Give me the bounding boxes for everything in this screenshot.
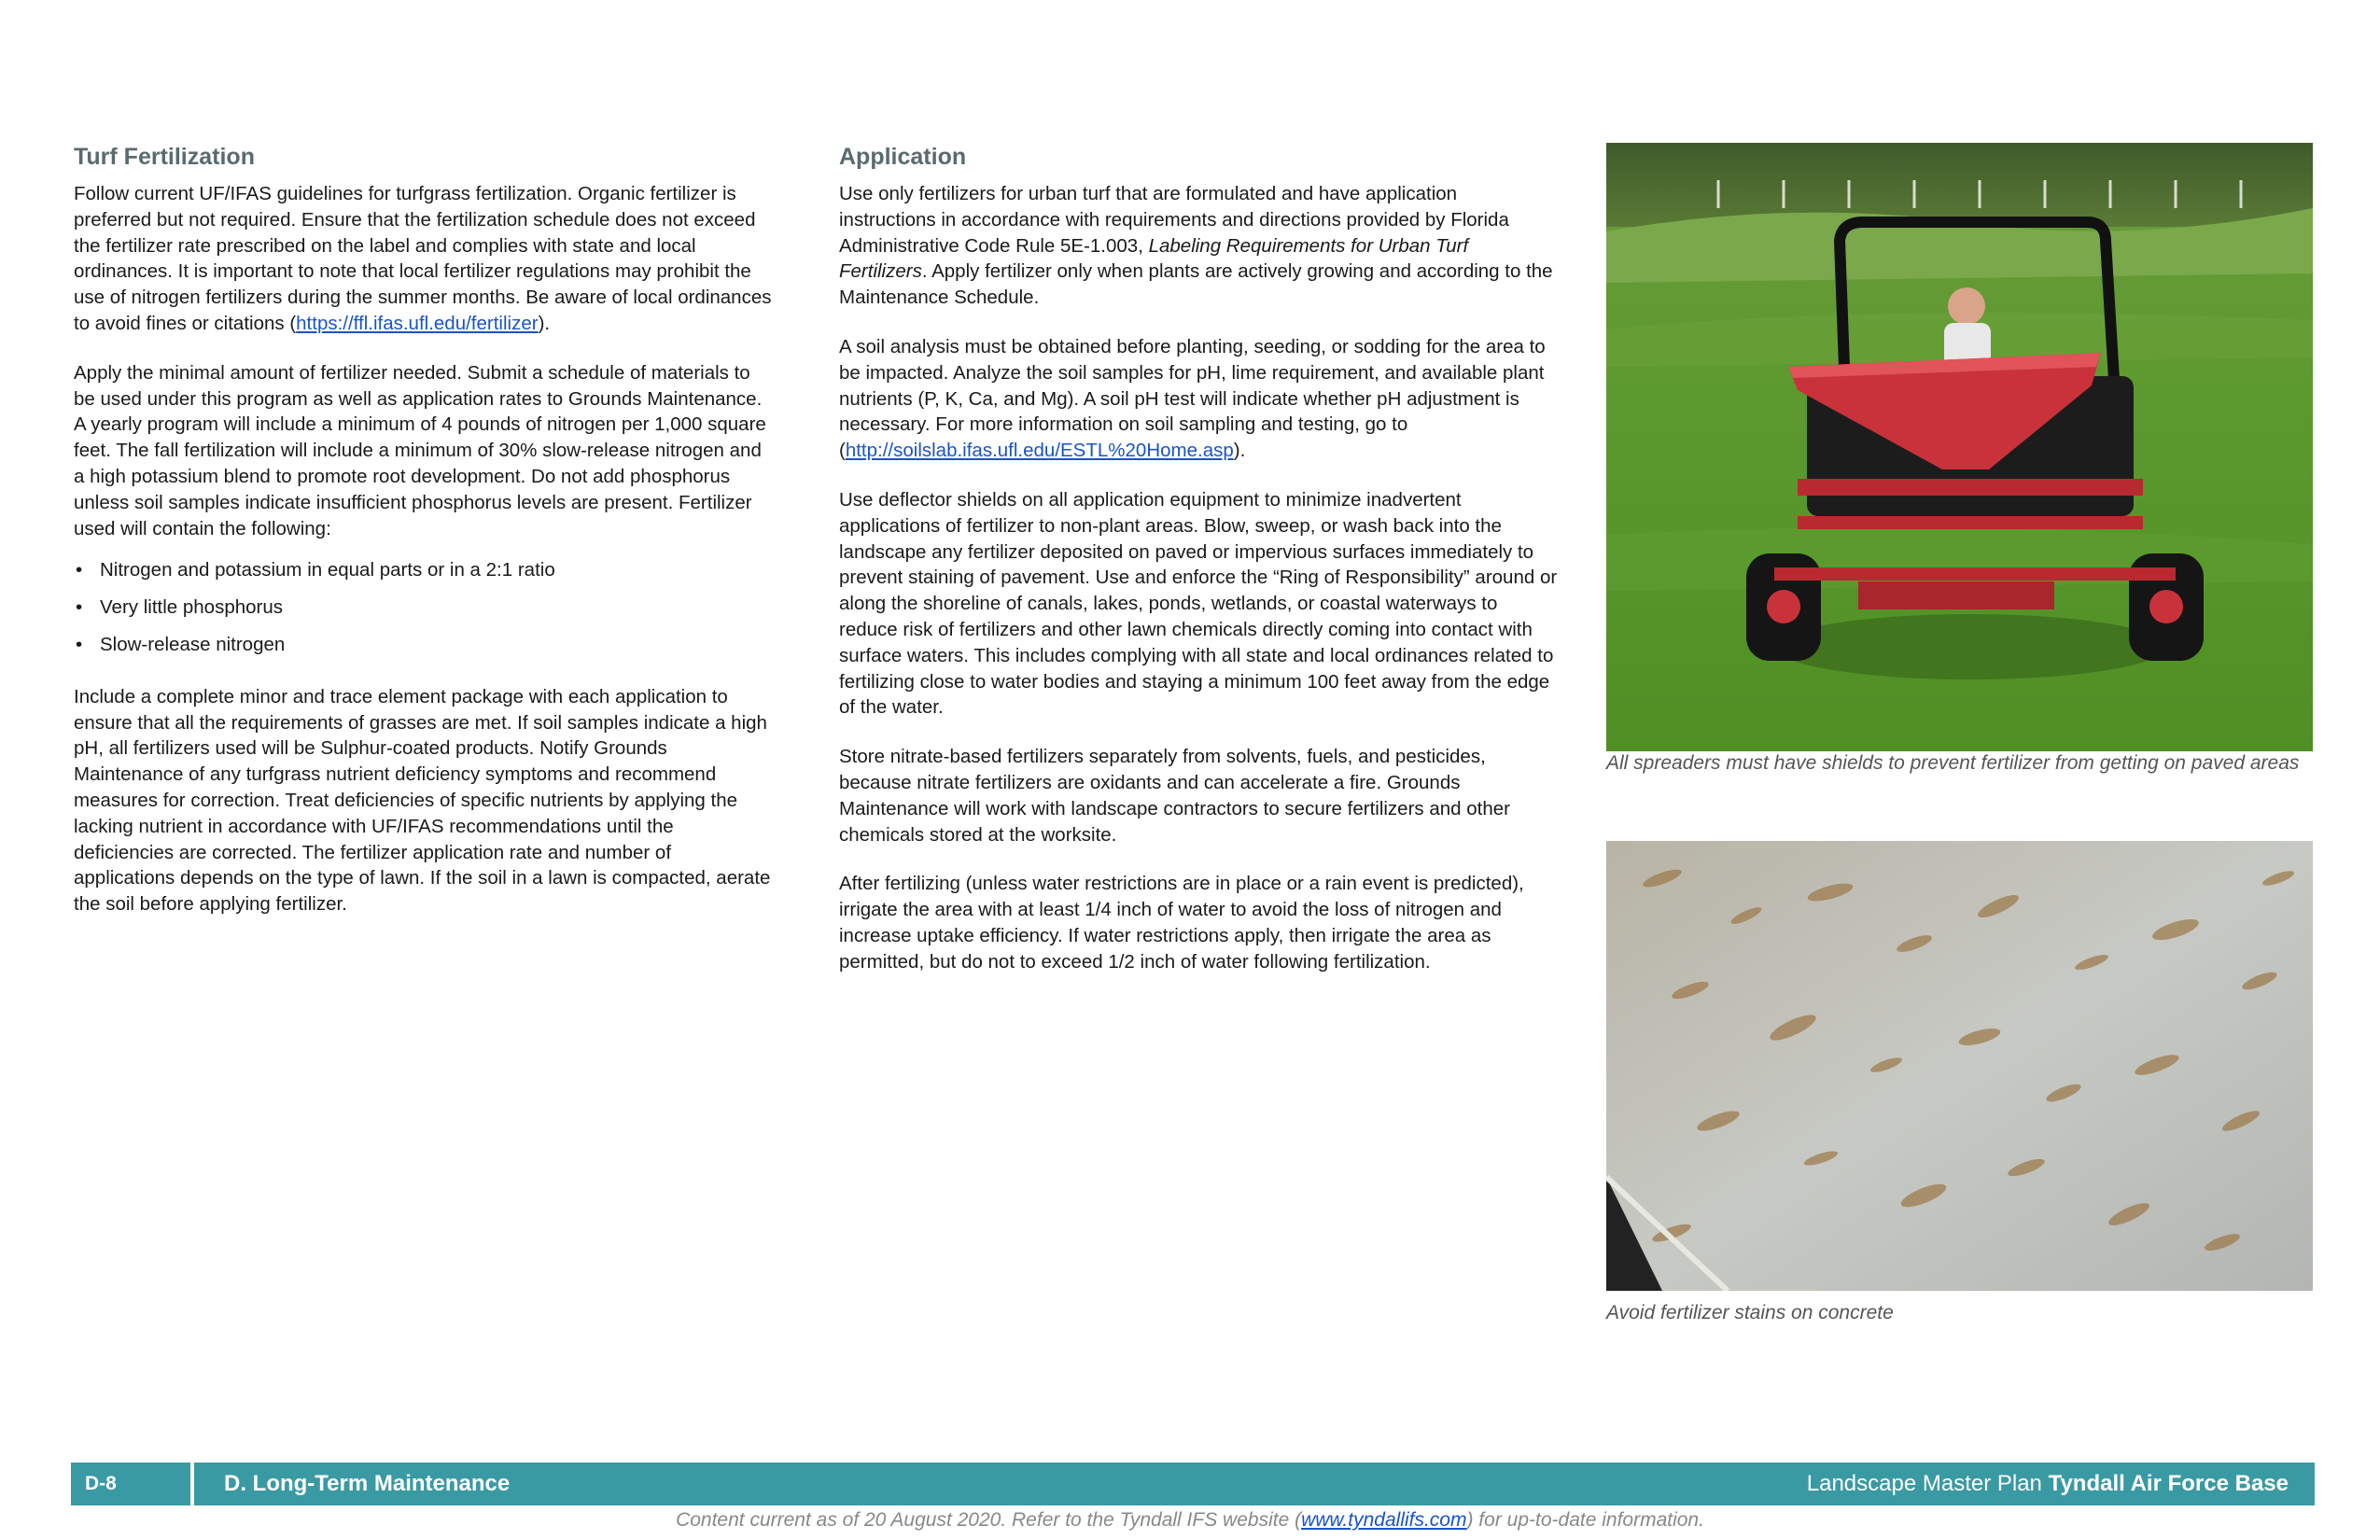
list-item: • Slow-release nitrogen — [74, 632, 772, 658]
paragraph: Include a complete minor and trace element package with each application to ensure that all the requirements of grasses are met. If soil samples indicate a high pH, all fertilizers used will be Sulphur-coated products. Notify Grounds Maintenance of any turfgrass nutrient deficiency symptoms and recommend measures for correction. Treat deficiencies of specific nutrients by applying the lacking nutrient in accordance with UF/IFAS recommendations until the deficiencies are corrected. The fertilizer application rate and number of applications depends on the type of lawn. If the soil in a lawn is compacted, aerate the soil before applying fertilizer. — [74, 685, 771, 916]
paragraph: Use deflector shields on all application equipment to minimize inadvertent applications of fertilizer to non-plant areas. Blow, sweep, or wash back into the landscape any fertilizer deposited on paved or impervious surfaces immediately to prevent staining of pavement. Use and enforce the “Ring of Responsibility” around or along the shoreline of canals, lakes, ponds, wetlands, or coastal waterways to reduce risk of fertilizers and other lawn chemicals directly coming into contact with surface waters. This includes complying with all state and local ordinances related to fertilizing close to water bodies and staying a minimum 100 feet away from the edge of the water. — [839, 488, 1558, 719]
caption-spreader: All spreaders must have shields to prevent fertilizer from getting on paved areas — [1606, 752, 2300, 774]
doc-title-light: Landscape Master Plan — [1806, 1471, 2049, 1496]
spreader-illustration — [1606, 143, 2313, 751]
paragraph-text: . Apply fertilizer only when plants are actively growing and according to the Maintenance Schedule. — [839, 260, 1553, 309]
paragraph-end: ). — [538, 312, 551, 334]
stained-concrete-illustration — [1606, 841, 2313, 1291]
paragraph: Apply the minimal amount of fertilizer needed. Submit a schedule of materials to be used under this program as well as application rates to Grounds Maintenance. A yearly program will include a minimum of 4 pounds of nitrogen per 1,000 square feet. The fall fertilization will include a minimum of 30% slow-release nitrogen and a high potassium blend to promote root development. Do not add phosphorus unless soil samples indicate insufficient phosphorus levels are present. Fertilizer used will contain the following: — [74, 361, 766, 539]
document-title-italic: Labeling Requirements for Urban Turf Fertilizers — [839, 234, 1469, 283]
paragraph-text: Use only fertilizers for urban turf that are formulated and have application instructions in accordance with requirements and directions provided by Florida Administrative Code Rule 5E-1.003, — [839, 183, 1509, 257]
paragraph: After fertilizing (unless water restrictions are in place or a rain event is predicted), irrigate the area with at least 1/4 inch of water to avoid the loss of nitrogen and increase uptake efficiency. If water restrictions apply, then irrigate the area as permitted, but do not to exceed 1/2 inch of water following fertilization. — [839, 873, 1524, 973]
footer-note-end: ) for up-to-date information. — [1466, 1509, 1704, 1531]
column-turf-fertilization — [74, 142, 772, 941]
list-item: • Very little phosphorus — [74, 595, 772, 621]
paragraph: Store nitrate-based fertilizers separately from solvents, fuels, and pesticides, because nitrate fertilizers are oxidants and can accelerate a fire. Grounds Maintenance will work with landscape contractors to secure fertilizers and other chemicals stored at the worksite. — [839, 746, 1510, 846]
footer-section-name: D. Long-Term Maintenance — [224, 1471, 511, 1496]
footer-divider — [190, 1463, 194, 1505]
link-tyndallifs[interactable]: www.tyndallifs.com — [1301, 1509, 1467, 1531]
photo-spreader-on-turf — [1606, 143, 2313, 751]
footer-document-title — [1807, 1463, 2289, 1505]
link-fertilizer[interactable]: https://ffl.ifas.ufl.edu/fertilizer — [296, 312, 539, 334]
footer-note — [0, 1509, 2380, 1532]
page-number: D-8 — [85, 1473, 117, 1494]
footer-note-text: Content current as of 20 August 2020. Refer to the Tyndall IFS website ( — [676, 1509, 1302, 1531]
caption-stained-concrete: Avoid fertilizer stains on concrete — [1606, 1302, 1894, 1323]
column-application — [839, 142, 1558, 999]
list-item: • Nitrogen and potassium in equal parts or in a 2:1 ratio — [74, 557, 772, 583]
doc-title-bold: Tyndall Air Force Base — [2048, 1471, 2289, 1496]
paragraph — [839, 181, 1558, 311]
paragraph-end: ). — [1233, 440, 1246, 462]
footer-bar — [71, 1463, 2315, 1505]
paragraph — [74, 181, 772, 337]
paragraph-text: Follow current UF/IFAS guidelines for turfgrass fertilization. Organic fertilizer is preferred but not required. Ensure that the fertilization schedule does not exceed the fertilizer rate prescribed on the label and complies with state and local ordinances. It is important to note that local fertilizer regulations may prohibit the use of nitrogen fertilizers during the summer months. Be aware of local ordinances to avoid fines or citations ( — [74, 183, 772, 334]
paragraph-text: A soil analysis must be obtained before planting, seeding, or sodding for the area to be impacted. Analyze the soil samples for pH, lime requirement, and available plant nutrients (P, K, Ca, and Mg). A soil pH test will indicate whether pH adjustment is necessary. For more information on soil sampling and testing, go to ( — [839, 335, 1546, 462]
link-soilslab[interactable]: http://soilslab.ifas.ufl.edu/ESTL%20Home.asp — [845, 440, 1234, 462]
photo-stained-concrete — [1606, 841, 2313, 1291]
fertilizer-contents-list — [74, 557, 772, 657]
section-heading-turf-fertilization: Turf Fertilization — [74, 144, 255, 170]
section-heading-application: Application — [839, 144, 967, 170]
paragraph — [839, 334, 1558, 464]
